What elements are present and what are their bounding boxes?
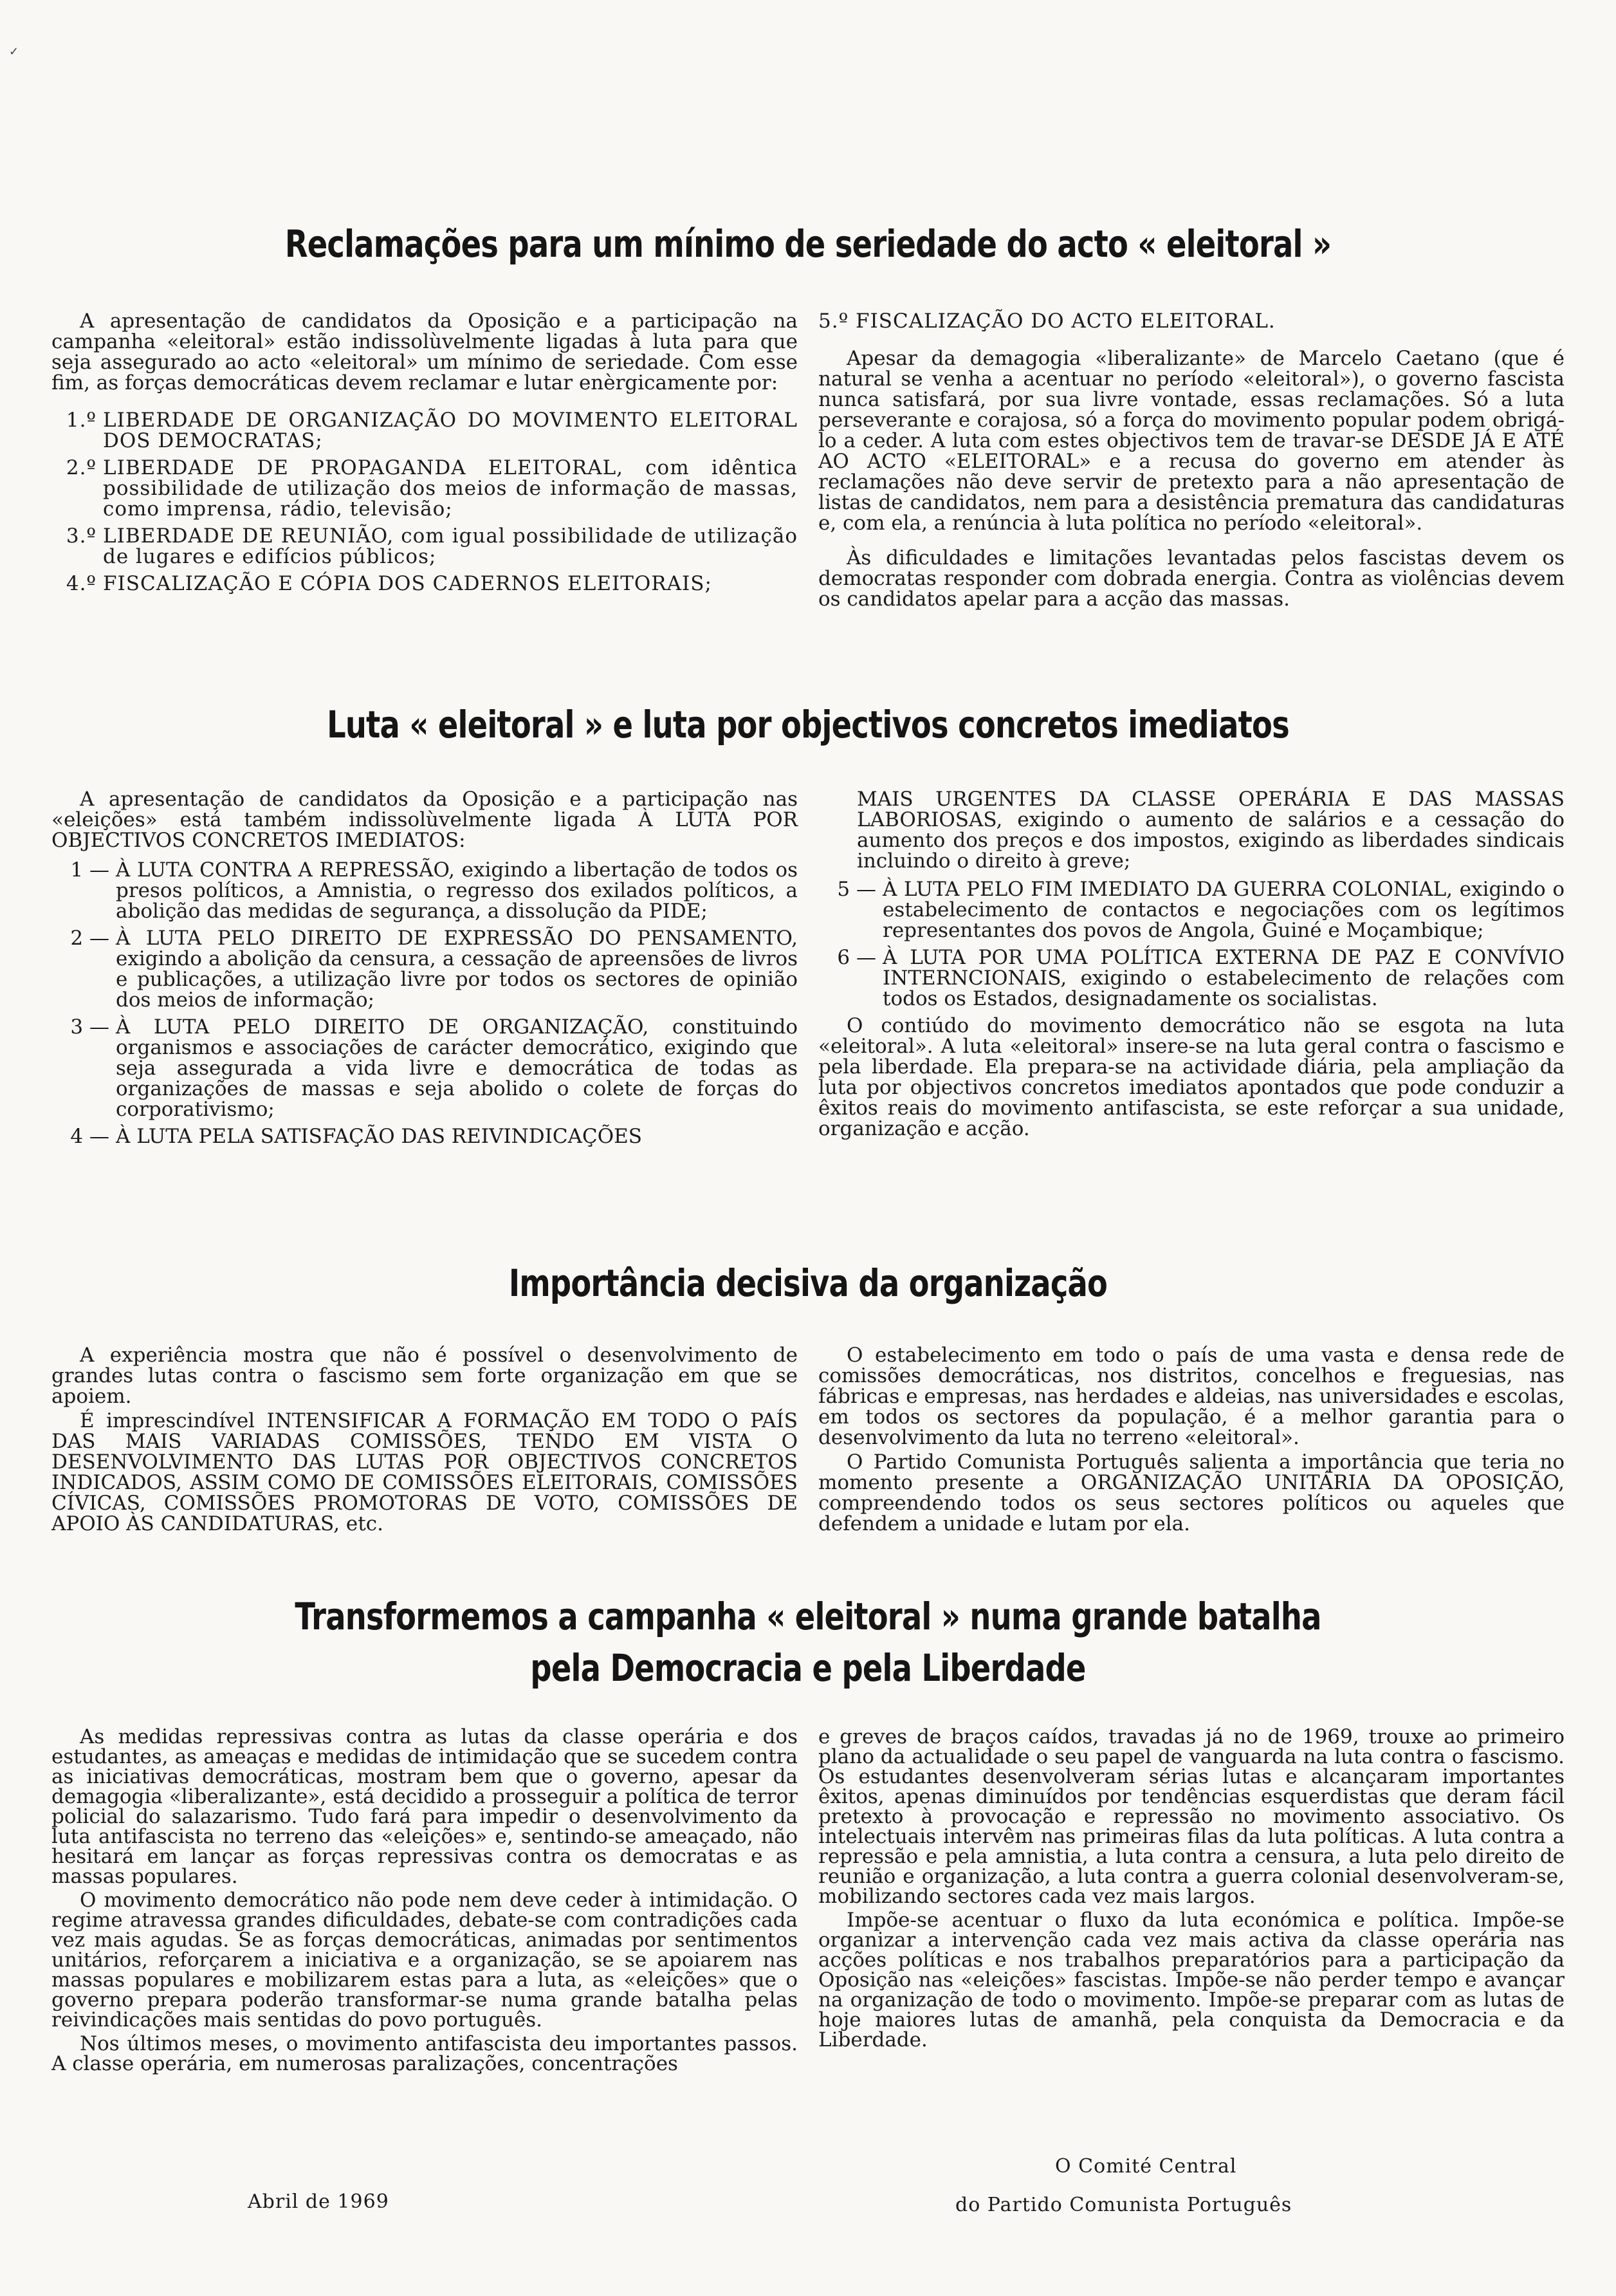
item-text: LIBERDADE DE PROPAGANDA ELEITORAL, com idêntica possibilidade de utilização dos meios de informação de massas, como imprensa, rádio, televisão; — [103, 456, 798, 521]
col-right — [818, 311, 1565, 613]
section-reclamacoes — [51, 222, 1565, 613]
heading-batalha-line1: Transformemos a campanha « eleitoral » numa grande batalha — [295, 1595, 1321, 1638]
item-text: LIBERDADE DE ORGANIZAÇÃO DO MOVIMENTO ELEITORAL DOS DEMOCRATAS; — [103, 409, 798, 452]
list-item — [51, 410, 798, 451]
item-text: À LUTA CONTRA A REPRESSÃO, exigindo a libertação de todos os presos políticos, a Amnistia, o regresso dos exilados políticos, a abolição das medidas de segurança, a dissolução da PIDE; — [116, 858, 798, 923]
paragraph: Nos últimos meses, o movimento antifascista deu importantes passos. A classe operária, em numerosas paralizações, concentrações — [51, 2032, 798, 2075]
item-text: À LUTA PELO DIREITO DE ORGANIZAÇÃO, constituindo organismos e associações de carácter democrático, exigindo que seja assegurada a vida livre e democrática de todas as organizações de massas e seja abolido o colete de forças do corporativismo; — [116, 1015, 798, 1121]
item-number: 4.º — [66, 572, 96, 595]
list-item — [51, 573, 798, 594]
section-organizacao — [51, 1261, 1565, 1538]
paragraph: O movimento democrático não pode nem deve ceder à intimidação. O regime atravessa grandes dificuldades, debate-se com contradições cada vez mais agudas. Se as forças democráticas, animadas por sentimentos unitários, reforçarem a iniciativa e a organização, se se apoiarem nas massas populares e mobilizarem estas para a luta, as «eleições» que o governo prepara poderão transformar-se numa grande batalha pelas reivindicações mais sentidas do povo português. — [51, 1889, 798, 2032]
col-left — [51, 1345, 798, 1538]
list-item — [51, 928, 798, 1010]
item-number: 2.º — [66, 456, 96, 479]
item-text: LIBERDADE DE REUNIÃO, com igual possibilidade de utilização de lugares e edifícios públicos; — [103, 524, 798, 568]
list-item — [818, 947, 1565, 1009]
paragraph: Impõe-se acentuar o fluxo da luta económica e política. Impõe-se organizar a intervenção cada vez mais activa da classe operária nas acções políticas e nos trabalhos preparatórios para a participação da Oposição nas «eleições» fascistas. Impõe-se não perder tempo e avançar na organização de todo o movimento. Impõe-se preparar com as lutas de hoje maiores lutas de amanhã, pela conquista da Democracia e da Liberdade. — [818, 1909, 1565, 2051]
item-4-continuation: MAIS URGENTES DA CLASSE OPERÁRIA E DAS MASSAS LABORIOSAS, exigindo o aumento de salários e a cessação do aumento dos preços e dos impostos, exigindo as liberdades sindicais incluindo o direito à greve; — [857, 788, 1565, 873]
item-number: 5 — — [837, 878, 876, 901]
item-number: 4 — — [70, 1125, 109, 1148]
item-number: 6 — — [837, 946, 876, 969]
document-date: Abril de 1969 — [248, 2190, 389, 2213]
col-right — [818, 1727, 1565, 2078]
paragraph: O Partido Comunista Português salienta a importância que teria no momento presente a ORGANIZAÇÃO UNITÁRIA DA OPOSIÇÃO, compreendendo todos os seus sectores políticos ou aqueles que defendem a unidade e lutam por ela. — [818, 1450, 1565, 1535]
paragraph: As medidas repressivas contra as lutas da classe operária e dos estudantes, as ameaças e medidas de intimidação que se sucedem contra as iniciativas democráticas, mostram bem que o governo, apesar da demagogia «liberalizante», está decidido a prosseguir a política de terror policial do salazarismo. Tudo fará para impedir o desenvolvimento da luta antifascista no terreno das «eleições» e, sentindo-se ameaçado, não hesitará em lançar as forças repressivas contra os democratas e as massas populares. — [51, 1725, 798, 1888]
paragraph: O estabelecimento em todo o país de uma vasta e densa rede de comissões democráticas, nos distritos, concelhos e freguesias, nas fábricas e empresas, nas herdades e aldeias, nas universidades e escolas, em todos os sectores da população, é a melhor garantia para o desenvolvimento da luta no terreno «eleitoral». — [818, 1344, 1565, 1449]
col-left — [51, 789, 798, 1153]
list-item — [818, 879, 1565, 941]
paragraph: O contiúdo do movimento democrático não se esgota na luta «eleitoral». A luta «eleitoral» insere-se na luta geral contra o fascismo e pela liberdade. Ela prepara-se na actividade diária, pela ampliação da luta por objectivos concretos imediatos apontados que pode conduzir a êxitos reais do movimento antifascista, se este reforçar a sua unidade, organização e acção. — [818, 1014, 1565, 1140]
signature-line-1: O Comité Central — [1055, 2155, 1237, 2178]
item-number: 3.º — [66, 524, 96, 548]
paragraph: Às dificuldades e limitações levantadas pelos fascistas devem os democratas responder com dobrada energia. Contra as violências devem os candidatos apelar para a acção das massas. — [818, 546, 1565, 611]
paragraph: e greves de braços caídos, travadas já no de 1969, trouxe ao primeiro plano da actualidade o seu papel de vanguarda na luta contra o fascismo. Os estudantes desenvolveram sérias lutas e alcançaram importantes êxitos, apenas diminuídos por tendências esquerdistas que deram fácil pretexto à provocação e repressão no movimento associativo. Os intelectuais intervêm nas primeiras filas da luta políticas. A luta contra a repressão e pela amnistia, a luta contra a censura, a luta pelo direito de reunião e organização, a luta contra a guerra colonial desenvolveram-se, mobilizando sectores cada vez mais largos. — [818, 1725, 1565, 1908]
item-number: 1.º — [66, 409, 96, 432]
heading-reclamacoes: Reclamações para um mínimo de seriedade do acto « eleitoral » — [284, 222, 1332, 266]
item-text: À LUTA POR UMA POLÍTICA EXTERNA DE PAZ E CONVÍVIO INTERNCIONAIS, exigindo o estabelecimento de relações com todos os Estados, designadamente os socialistas. — [883, 946, 1565, 1010]
list-item — [51, 458, 798, 519]
list-item — [51, 526, 798, 567]
section-luta-eleitoral — [51, 703, 1565, 1153]
item-text: À LUTA PELO DIREITO DE EXPRESSÃO DO PENSAMENTO, exigindo a abolição da censura, a cessação de apreensões de livros e publicações, a utilização livre por todos os sectores de opinião dos meios de informação; — [116, 927, 798, 1012]
paragraph: É imprescindível INTENSIFICAR A FORMAÇÃO EM TODO O PAÍS DAS MAIS VARIADAS COMISSÕES, TENDO EM VISTA O DESENVOLVIMENTO DAS LUTAS POR OBJECTIVOS CONCRETOS INDICADOS, ASSIM COMO DE COMISSÕES ELEITORAIS, COMISSÕES CÍVICAS, COMISSÕES PROMOTORAS DE VOTO, COMISSÕES DE APOIO ÀS CANDIDATURAS, etc. — [51, 1409, 798, 1535]
intro-paragraph: A apresentação de candidatos da Oposição e a participação na campanha «eleitoral» estão indissolùvelmente ligadas à luta para que seja assegurado ao acto «eleitoral» um mínimo de seriedade. Com esse fim, as forças democráticas devem reclamar e lutar enèrgicamente por: — [51, 310, 798, 394]
claim-item-5: 5.º FISCALIZAÇÃO DO ACTO ELEITORAL. — [818, 310, 1276, 333]
item-number: 2 — — [70, 927, 109, 950]
list-item — [51, 860, 798, 921]
item-text: FISCALIZAÇÃO E CÓPIA DOS CADERNOS ELEITORAIS; — [103, 572, 712, 595]
heading-batalha-line2: pela Democracia e pela Liberdade — [530, 1646, 1086, 1690]
list-item — [51, 1126, 798, 1147]
item-text: À LUTA PELA SATISFAÇÃO DAS REIVINDICAÇÕES — [116, 1125, 642, 1148]
signature-line-2: do Partido Comunista Português — [955, 2194, 1292, 2216]
list-item — [51, 1017, 798, 1120]
col-right — [818, 789, 1565, 1153]
heading-organizacao: Importância decisiva da organização — [508, 1261, 1108, 1305]
paragraph: Apesar da demagogia «liberalizante» de Marcelo Caetano (que é natural se venha a acentuar no período «eleitoral»), o governo fascista nunca satisfará, por sua livre vontade, essas reclamações. Só a luta perseverante e corajosa, só a força do movimento popular podem obrigá-lo a ceder. A luta com estes objectivos tem de travar-se DESDE JÁ E ATÉ AO ACTO «ELEITORAL» e a recusa do governo em atender às reclamações não deve servir de pretexto para a não apresentação de listas de candidatos, nem para a desistência prematura das candidaturas e, com ela, a renúncia à luta política no período «eleitoral». — [818, 347, 1565, 535]
item-text: À LUTA PELO FIM IMEDIATO DA GUERRA COLONIAL, exigindo o estabelecimento de contactos e negociações com os legítimos representantes dos povos de Angola, Guiné e Moçambique; — [883, 878, 1565, 942]
claims-list — [51, 410, 798, 594]
item-number: 3 — — [70, 1015, 109, 1039]
col-left — [51, 311, 798, 613]
col-left — [51, 1727, 798, 2078]
scan-mark: ✓ — [9, 45, 19, 59]
intro-paragraph: A apresentação de candidatos da Oposição e a participação nas «eleições» está também indissolùvelmente ligada À LUTA POR OBJECTIVOS CONCRETOS IMEDIATOS: — [51, 788, 798, 852]
paragraph: A experiência mostra que não é possível o desenvolvimento de grandes lutas contra o fascismo sem forte organização em que se apoiem. — [51, 1344, 798, 1408]
item-number: 1 — — [70, 858, 109, 882]
heading-luta-eleitoral: Luta « eleitoral » e luta por objectivos concretos imediatos — [327, 703, 1289, 746]
section-batalha — [51, 1595, 1565, 2078]
col-right — [818, 1345, 1565, 1538]
